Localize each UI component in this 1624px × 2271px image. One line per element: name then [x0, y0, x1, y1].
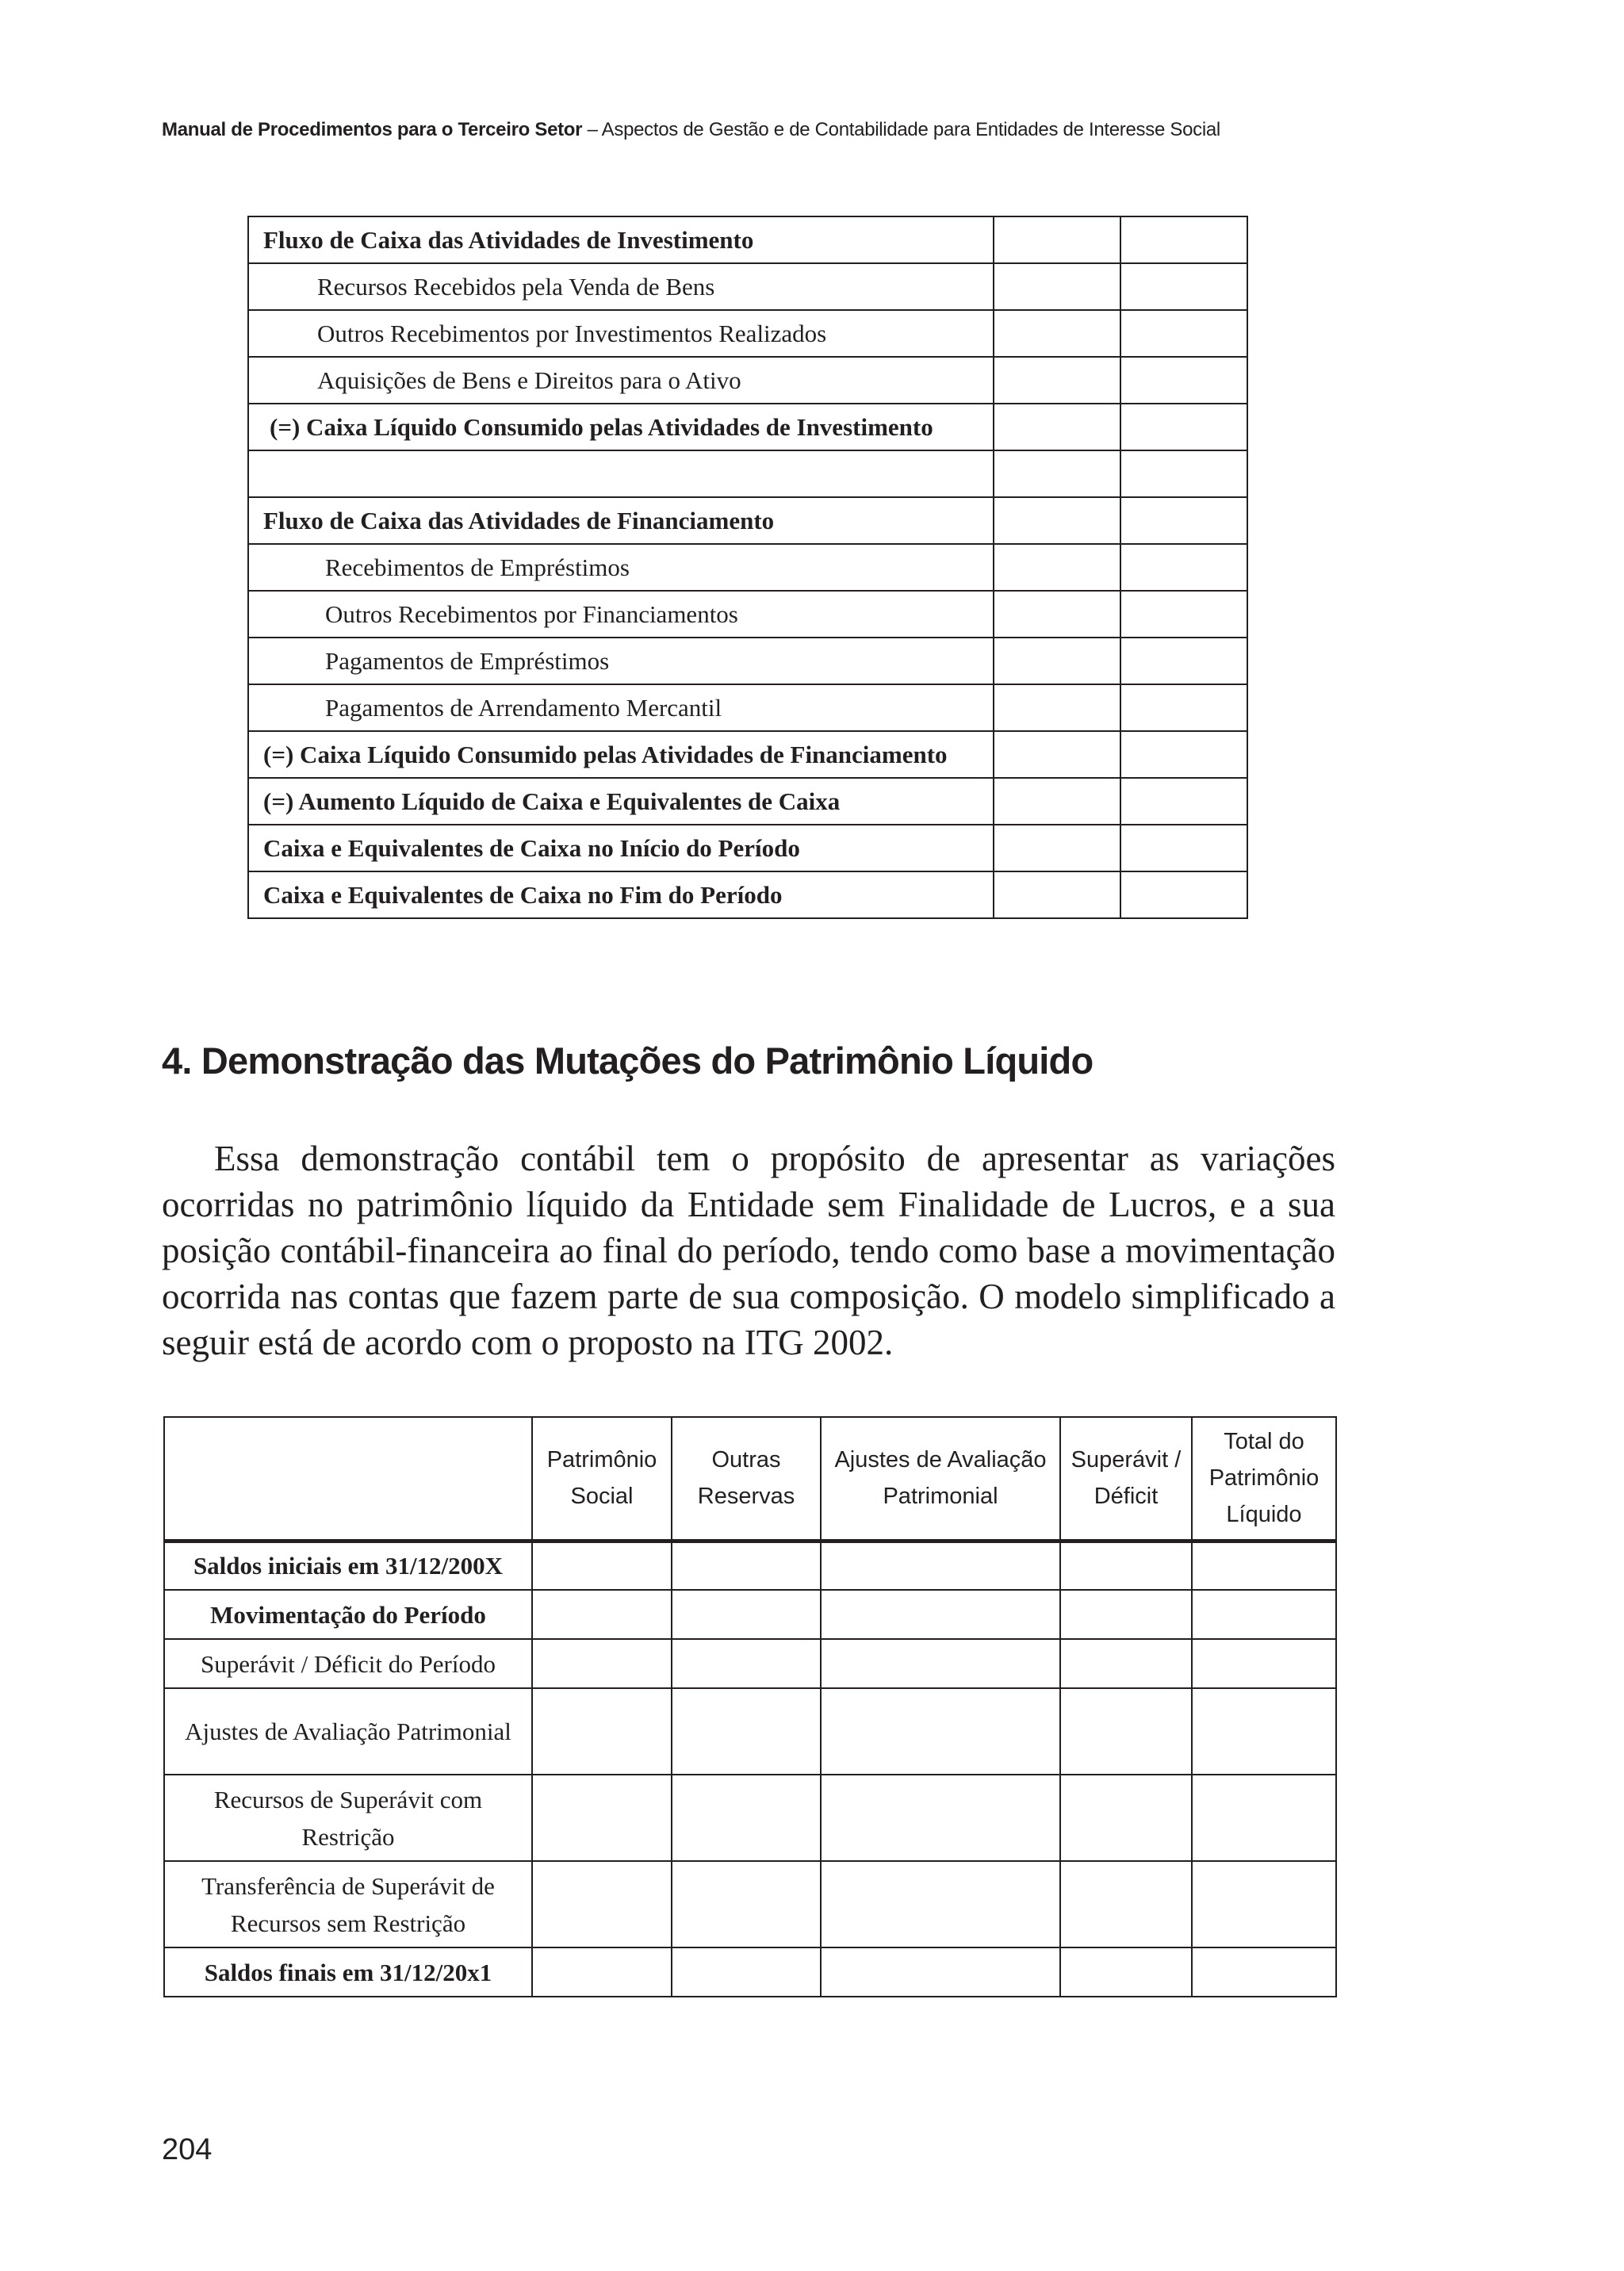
section-title: 4. Demonstração das Mutações do Patrimônio Líquido: [162, 1040, 1094, 1082]
table-row: [248, 310, 1247, 357]
value-cell: [994, 310, 1120, 357]
table-row: [248, 497, 1247, 544]
value-cell: [672, 1861, 821, 1947]
value-cell: [532, 1541, 672, 1590]
value-cell: [994, 357, 1120, 404]
value-cell: [1120, 450, 1247, 497]
value-cell: [821, 1947, 1060, 1997]
table-row: [248, 591, 1247, 638]
value-cell: [1060, 1590, 1192, 1639]
value-cell: [532, 1861, 672, 1947]
table-row: [248, 404, 1247, 450]
table-row: [164, 1947, 1336, 1997]
value-cell: [1120, 591, 1247, 638]
value-cell: [994, 778, 1120, 825]
table-row: [248, 778, 1247, 825]
table-row: [164, 1688, 1336, 1775]
row-label: (=) Caixa Líquido Consumido pelas Atividades de Financiamento: [248, 731, 994, 778]
row-label: (=) Aumento Líquido de Caixa e Equivalentes de Caixa: [248, 778, 994, 825]
value-cell: [1192, 1639, 1336, 1688]
cash-flow-table: [247, 216, 1248, 919]
value-cell: [1120, 263, 1247, 310]
table-row: [248, 216, 1247, 263]
value-cell: [821, 1688, 1060, 1775]
row-label: Outros Recebimentos por Investimentos Realizados: [248, 310, 994, 357]
value-cell: [994, 591, 1120, 638]
value-cell: [672, 1947, 821, 1997]
value-cell: [1120, 778, 1247, 825]
value-cell: [1060, 1541, 1192, 1590]
value-cell: [672, 1775, 821, 1861]
value-cell: [1060, 1861, 1192, 1947]
column-header: Ajustes de Avaliação Patrimonial: [821, 1417, 1060, 1541]
value-cell: [1120, 357, 1247, 404]
page-number: 204: [162, 2133, 213, 2166]
value-cell: [821, 1590, 1060, 1639]
row-label: Fluxo de Caixa das Atividades de Investimento: [248, 216, 994, 263]
value-cell: [1192, 1775, 1336, 1861]
section-paragraph: Essa demonstração contábil tem o propósito de apresentar as variações ocorridas no patrimônio líquido da Entidade sem Finalidade de Lucros, e a sua posição contábil-financeira ao final do período, tendo como base a movimentação ocorrida nas contas que fazem parte de sua composição. O modelo simplificado a seguir está de acordo com o proposto na ITG 2002.: [162, 1139, 1335, 1362]
table-row: [248, 263, 1247, 310]
table-row: [164, 1861, 1336, 1947]
value-cell: [1120, 638, 1247, 684]
value-cell: [1060, 1639, 1192, 1688]
value-cell: [1120, 871, 1247, 918]
header-row: [164, 1417, 1336, 1541]
row-label: Saldos iniciais em 31/12/200X: [164, 1541, 532, 1590]
value-cell: [994, 825, 1120, 871]
value-cell: [1120, 497, 1247, 544]
table-row: [248, 357, 1247, 404]
value-cell: [532, 1947, 672, 1997]
row-label: (=) Caixa Líquido Consumido pelas Atividades de Investimento: [248, 404, 994, 450]
column-header: [164, 1417, 532, 1541]
column-header: Total do Patrimônio Líquido: [1192, 1417, 1336, 1541]
value-cell: [821, 1775, 1060, 1861]
value-cell: [1192, 1688, 1336, 1775]
value-cell: [1060, 1775, 1192, 1861]
table-row: [248, 638, 1247, 684]
row-label: Pagamentos de Arrendamento Mercantil: [248, 684, 994, 731]
value-cell: [1120, 684, 1247, 731]
value-cell: [672, 1688, 821, 1775]
value-cell: [532, 1688, 672, 1775]
value-cell: [1120, 404, 1247, 450]
table-row: [248, 871, 1247, 918]
table-row: [248, 825, 1247, 871]
row-label: Saldos finais em 31/12/20x1: [164, 1947, 532, 1997]
header-title-rest: – Aspectos de Gestão e de Contabilidade para Entidades de Interesse Social: [582, 119, 1220, 140]
value-cell: [994, 404, 1120, 450]
value-cell: [994, 497, 1120, 544]
value-cell: [1192, 1541, 1336, 1590]
value-cell: [1120, 310, 1247, 357]
value-cell: [994, 871, 1120, 918]
value-cell: [1192, 1947, 1336, 1997]
row-label: Caixa e Equivalentes de Caixa no Fim do Período: [248, 871, 994, 918]
value-cell: [994, 450, 1120, 497]
value-cell: [1192, 1861, 1336, 1947]
value-cell: [672, 1541, 821, 1590]
value-cell: [672, 1639, 821, 1688]
table-row: [164, 1541, 1336, 1590]
value-cell: [994, 544, 1120, 591]
value-cell: [994, 638, 1120, 684]
value-cell: [1060, 1688, 1192, 1775]
row-label: Aquisições de Bens e Direitos para o Ativo: [248, 357, 994, 404]
value-cell: [1120, 216, 1247, 263]
table-row: [164, 1590, 1336, 1639]
value-cell: [1192, 1590, 1336, 1639]
value-cell: [1120, 731, 1247, 778]
column-header: Patrimônio Social: [532, 1417, 672, 1541]
row-label: Ajustes de Avaliação Patrimonial: [164, 1688, 532, 1775]
table-row: [248, 544, 1247, 591]
value-cell: [994, 263, 1120, 310]
value-cell: [532, 1775, 672, 1861]
row-label: Recursos de Superávit com Restrição: [164, 1775, 532, 1861]
value-cell: [821, 1541, 1060, 1590]
row-label: Recebimentos de Empréstimos: [248, 544, 994, 591]
column-header: Superávit / Déficit: [1060, 1417, 1192, 1541]
row-label: Recursos Recebidos pela Venda de Bens: [248, 263, 994, 310]
table-row: [164, 1775, 1336, 1861]
row-label: Pagamentos de Empréstimos: [248, 638, 994, 684]
dmpl-table: [163, 1416, 1337, 1997]
value-cell: [994, 731, 1120, 778]
value-cell: [532, 1590, 672, 1639]
column-header: Outras Reservas: [672, 1417, 821, 1541]
table-row: [164, 1639, 1336, 1688]
value-cell: [532, 1639, 672, 1688]
value-cell: [994, 216, 1120, 263]
row-label: Outros Recebimentos por Financiamentos: [248, 591, 994, 638]
value-cell: [1120, 825, 1247, 871]
row-label: Movimentação do Período: [164, 1590, 532, 1639]
row-label: Caixa e Equivalentes de Caixa no Início do Período: [248, 825, 994, 871]
value-cell: [821, 1639, 1060, 1688]
table-row: [248, 684, 1247, 731]
value-cell: [672, 1590, 821, 1639]
running-header: [162, 119, 1510, 141]
value-cell: [1060, 1947, 1192, 1997]
value-cell: [1120, 544, 1247, 591]
table-row: [248, 731, 1247, 778]
row-label: [248, 450, 994, 497]
value-cell: [821, 1861, 1060, 1947]
value-cell: [994, 684, 1120, 731]
row-label: Superávit / Déficit do Período: [164, 1639, 532, 1688]
table-row: [248, 450, 1247, 497]
header-title-bold: Manual de Procedimentos para o Terceiro Setor: [162, 119, 583, 140]
row-label: Fluxo de Caixa das Atividades de Financiamento: [248, 497, 994, 544]
row-label: Transferência de Superávit de Recursos sem Restrição: [164, 1861, 532, 1947]
